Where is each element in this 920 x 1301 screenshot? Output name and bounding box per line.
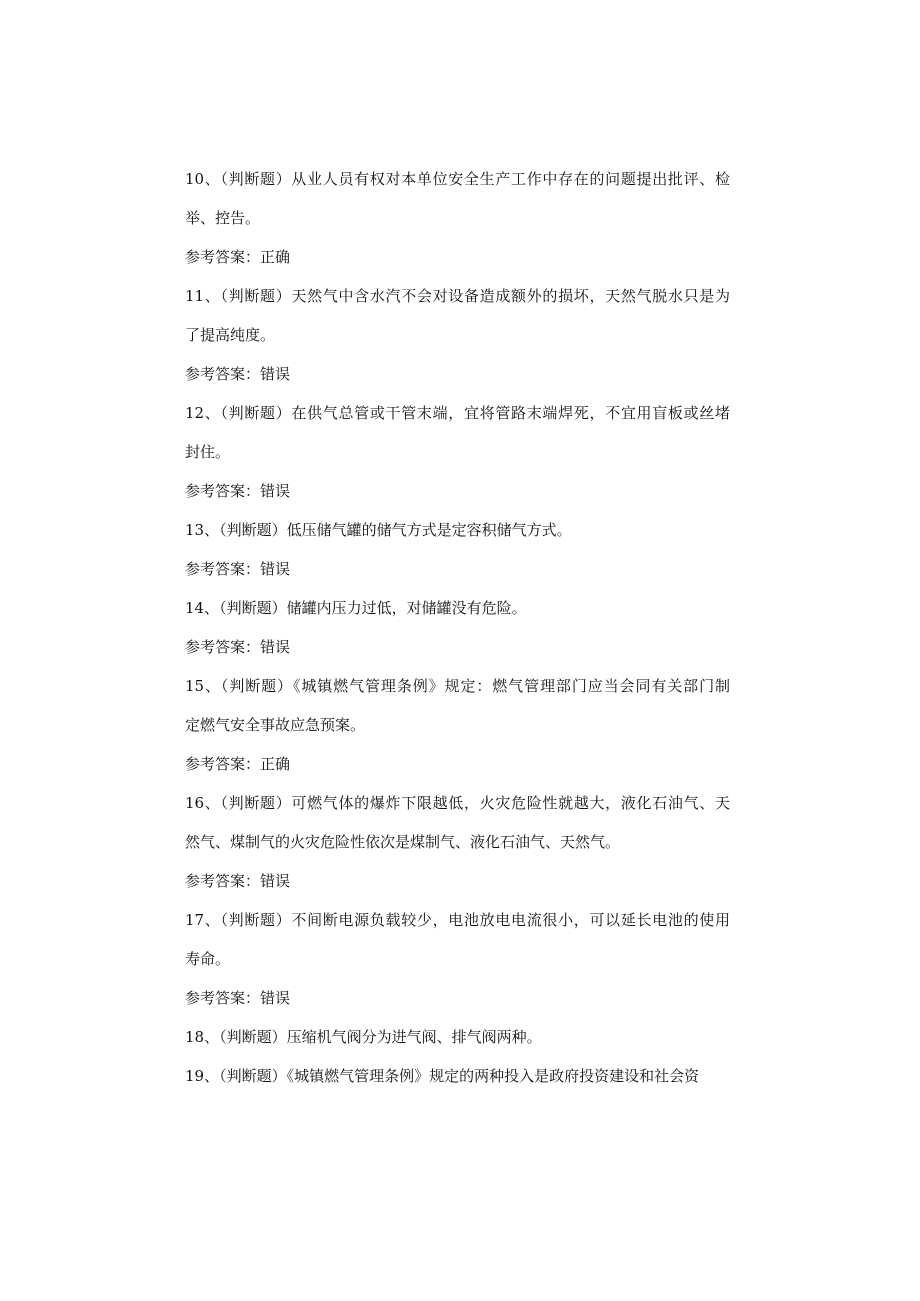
question-text-line: 19、（判断题）《城镇燃气管理条例》规定的两种投入是政府投资建设和社会资 bbox=[185, 1067, 700, 1085]
reference-answer bbox=[185, 979, 730, 1018]
question-text-line: 寿命。 bbox=[185, 950, 231, 968]
answer-label: 参考答案： bbox=[185, 482, 261, 500]
reference-answer bbox=[185, 472, 730, 511]
answer-value: 错误 bbox=[260, 872, 291, 890]
question-text-line: 16、（判断题）可燃气体的爆炸下限越低，火灾危险性就越大，液化石油气、天 bbox=[185, 794, 730, 812]
answer-label: 参考答案： bbox=[185, 638, 261, 656]
question-item bbox=[185, 901, 730, 979]
reference-answer bbox=[185, 550, 730, 589]
reference-answer bbox=[185, 355, 730, 394]
answer-label: 参考答案： bbox=[185, 989, 261, 1007]
question-item bbox=[185, 667, 730, 745]
answer-value: 正确 bbox=[260, 248, 291, 266]
answer-value: 错误 bbox=[260, 560, 291, 578]
question-item bbox=[185, 160, 730, 238]
question-item bbox=[185, 784, 730, 862]
reference-answer bbox=[185, 628, 730, 667]
answer-value: 错误 bbox=[260, 989, 291, 1007]
reference-answer bbox=[185, 745, 730, 784]
answer-value: 错误 bbox=[260, 365, 291, 383]
question-text-line: 13、（判断题）低压储气罐的储气方式是定容积储气方式。 bbox=[185, 521, 572, 539]
question-text-line: 了提高纯度。 bbox=[185, 326, 276, 344]
reference-answer bbox=[185, 238, 730, 277]
answer-label: 参考答案： bbox=[185, 248, 261, 266]
question-text-line: 15、（判断题）《城镇燃气管理条例》规定：燃气管理部门应当会同有关部门制 bbox=[185, 677, 730, 695]
question-text-line: 14、（判断题）储罐内压力过低，对储罐没有危险。 bbox=[185, 599, 527, 617]
question-item bbox=[185, 511, 730, 550]
question-item bbox=[185, 394, 730, 472]
answer-label: 参考答案： bbox=[185, 365, 261, 383]
question-item bbox=[185, 1057, 730, 1096]
question-text-line: 10、（判断题）从业人员有权对本单位安全生产工作中存在的问题提出批评、检 bbox=[185, 170, 730, 188]
question-text-line: 12、（判断题）在供气总管或干管末端，宜将管路末端焊死，不宜用盲板或丝堵 bbox=[185, 404, 730, 422]
answer-label: 参考答案： bbox=[185, 560, 261, 578]
answer-label: 参考答案： bbox=[185, 872, 261, 890]
question-text-line: 然气、煤制气的火灾危险性依次是煤制气、液化石油气、天然气。 bbox=[185, 833, 621, 851]
question-item bbox=[185, 277, 730, 355]
answer-value: 正确 bbox=[260, 755, 291, 773]
question-text-line: 封住。 bbox=[185, 443, 231, 461]
answer-value: 错误 bbox=[260, 482, 291, 500]
question-item bbox=[185, 589, 730, 628]
question-list bbox=[185, 160, 730, 1096]
answer-label: 参考答案： bbox=[185, 755, 261, 773]
answer-value: 错误 bbox=[260, 638, 291, 656]
question-text-line: 定燃气安全事故应急预案。 bbox=[185, 716, 366, 734]
question-text-line: 18、（判断题）压缩机气阀分为进气阀、排气阀两种。 bbox=[185, 1028, 542, 1046]
reference-answer bbox=[185, 862, 730, 901]
question-item bbox=[185, 1018, 730, 1057]
question-text-line: 举、控告。 bbox=[185, 209, 261, 227]
question-text-line: 11、（判断题）天然气中含水汽不会对设备造成额外的损坏，天然气脱水只是为 bbox=[185, 287, 730, 305]
question-text-line: 17、（判断题）不间断电源负载较少，电池放电电流很小，可以延长电池的使用 bbox=[185, 911, 730, 929]
